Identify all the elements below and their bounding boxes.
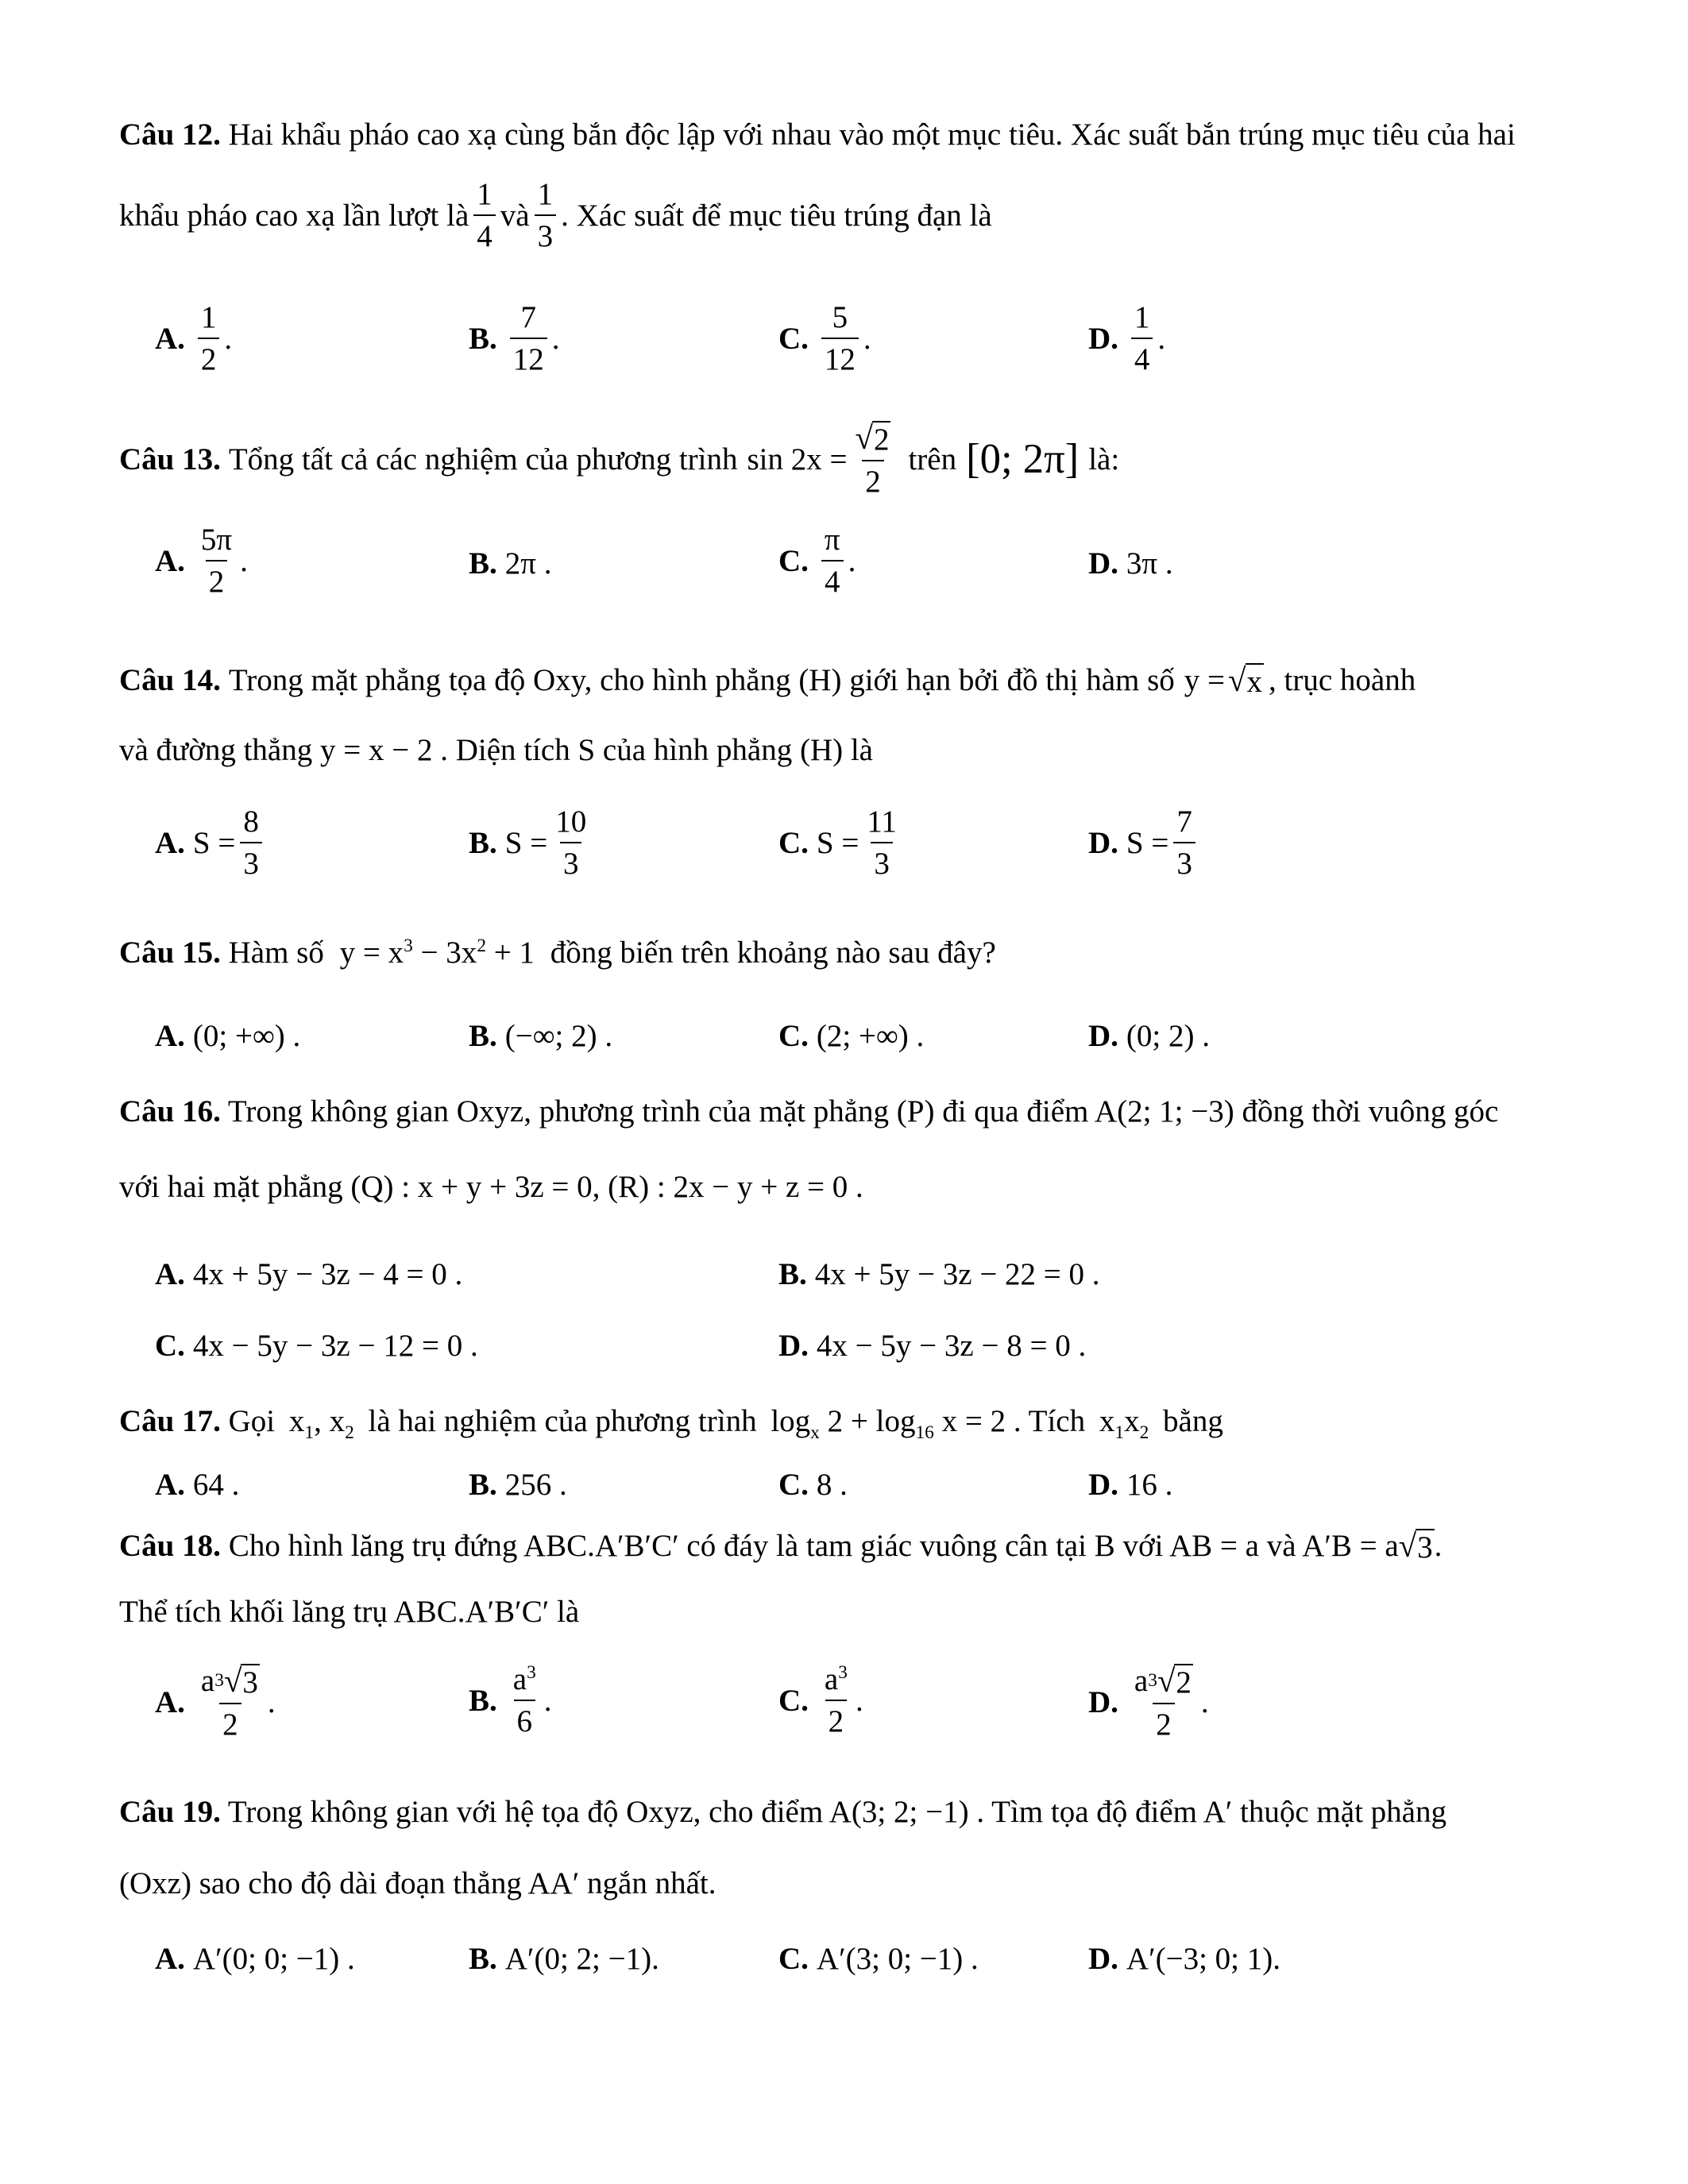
base: a xyxy=(512,1662,527,1696)
question-17-option-a[interactable] xyxy=(155,1469,239,1500)
question-13-text-c: là: xyxy=(1088,442,1120,477)
fraction-numerator xyxy=(198,1664,263,1703)
exponent: 3 xyxy=(838,1662,848,1683)
question-18-text-b: . xyxy=(1434,1529,1443,1563)
question-13-option-a[interactable] xyxy=(155,524,248,597)
option-text: 8 . xyxy=(816,1468,848,1502)
option-text: 4x + 5y − 3z − 4 = 0 . xyxy=(192,1257,463,1291)
option-suffix: . xyxy=(543,1683,552,1718)
radical-sign-icon: √ xyxy=(1228,662,1246,699)
question-15-option-a[interactable] xyxy=(155,1021,300,1051)
question-17-text-a: Gọi xyxy=(228,1404,276,1438)
question-14-option-b[interactable] xyxy=(469,806,594,879)
option-text: 4x − 5y − 3z − 12 = 0 . xyxy=(192,1329,478,1363)
exponent: 3 xyxy=(1148,1669,1157,1691)
question-19-line-1 xyxy=(119,1796,1447,1827)
question-13-option-b[interactable] xyxy=(469,548,551,579)
option-letter: B. xyxy=(469,1683,497,1718)
option-letter: B. xyxy=(469,1468,497,1502)
question-14-line-1 xyxy=(119,663,1416,697)
question-13-text-b: trên xyxy=(908,442,957,477)
question-13-equation-left: sin 2x = xyxy=(747,442,848,477)
subscript: 2 xyxy=(345,1422,354,1443)
question-15-text-a: Hàm số xyxy=(228,936,324,970)
option-text: (0; +∞) . xyxy=(192,1019,301,1053)
question-13-interval: [0; 2π] xyxy=(966,435,1080,482)
fraction-numerator: 5 xyxy=(832,300,848,334)
question-16-line-2 xyxy=(119,1171,863,1202)
question-16-text-1: Trong không gian Oxyz, phương trình của mặt phẳng (P) đi qua điểm A(2; 1; −3) đồng thời vuông góc xyxy=(227,1094,1499,1129)
log-function: log xyxy=(771,1404,811,1438)
question-17-text-c: bằng xyxy=(1163,1404,1223,1438)
question-18-line-1 xyxy=(119,1529,1442,1563)
option-letter: C. xyxy=(778,1683,809,1718)
log-argument: 2 + log xyxy=(819,1404,916,1438)
question-18-label: Câu 18. xyxy=(119,1529,221,1563)
option-text: 4x + 5y − 3z − 22 = 0 . xyxy=(814,1257,1100,1291)
option-text: 64 . xyxy=(192,1468,240,1502)
option-text: 4x − 5y − 3z − 8 = 0 . xyxy=(816,1329,1087,1363)
subscript: 1 xyxy=(304,1422,315,1443)
option-fraction xyxy=(863,806,900,879)
question-12-text-2c: . Xác suất để mục tiêu trúng đạn là xyxy=(561,198,992,233)
question-17-line-1 xyxy=(119,1406,1223,1442)
fraction-denominator: 2 xyxy=(219,1703,241,1740)
question-18-line-2 xyxy=(119,1596,579,1627)
function-part: + 1 xyxy=(486,936,535,970)
option-letter: C. xyxy=(778,1019,809,1053)
question-16-option-c[interactable] xyxy=(155,1330,478,1361)
fraction-denominator: 2 xyxy=(206,560,228,597)
question-15-function xyxy=(340,936,535,970)
option-suffix: . xyxy=(1200,1684,1209,1719)
log-base: x xyxy=(810,1422,820,1443)
option-letter: C. xyxy=(778,1468,809,1502)
question-15-option-c[interactable] xyxy=(778,1021,924,1051)
option-letter: D. xyxy=(1088,1019,1118,1053)
option-letter: D. xyxy=(1088,825,1118,860)
fraction-denominator: 4 xyxy=(473,214,496,252)
option-text: A′(3; 0; −1) . xyxy=(816,1942,979,1976)
option-letter: A. xyxy=(155,1257,185,1291)
question-12-line-1 xyxy=(119,119,1516,150)
base: a xyxy=(824,1662,839,1696)
question-19-text-2: (Oxz) sao cho độ dài đoạn thẳng AA′ ngắn nhất. xyxy=(119,1866,717,1900)
question-17-label: Câu 17. xyxy=(119,1404,221,1438)
question-14-text-a: Trong mặt phẳng tọa độ Oxy, cho hình phẳng (H) giới hạn bởi đồ thị hàm số xyxy=(228,663,1175,697)
option-suffix: . xyxy=(1157,321,1166,356)
question-12-option-d[interactable] xyxy=(1088,302,1165,375)
option-fraction xyxy=(821,1664,851,1737)
question-16-option-a[interactable] xyxy=(155,1259,462,1290)
question-12-label: Câu 12. xyxy=(119,118,221,152)
option-prefix: S = xyxy=(816,825,859,860)
subscript: 2 xyxy=(1139,1422,1149,1443)
fraction-one-quarter xyxy=(473,179,496,252)
radicand: x xyxy=(1246,665,1262,699)
question-18-text-c: Thể tích khối lăng trụ ABC.A′B′C′ là xyxy=(119,1595,580,1629)
option-fraction xyxy=(198,1664,263,1740)
option-suffix: . xyxy=(224,321,233,356)
question-19-option-d[interactable] xyxy=(1088,1943,1280,1974)
option-fraction xyxy=(1173,806,1196,879)
question-16-option-d[interactable] xyxy=(778,1330,1086,1361)
fraction-one-third xyxy=(535,179,557,252)
exponent: 2 xyxy=(477,936,487,956)
option-text: (2; +∞) . xyxy=(816,1019,925,1053)
radicand: 3 xyxy=(242,1665,258,1700)
question-17-equation xyxy=(771,1404,1086,1443)
question-15-text-b: đồng biến trên khoảng nào sau đây? xyxy=(550,936,996,970)
fraction-denominator: 12 xyxy=(510,338,547,375)
fraction-denominator: 3 xyxy=(535,214,557,252)
option-text: (0; 2) . xyxy=(1126,1019,1210,1053)
fraction-denominator: 6 xyxy=(514,1700,536,1737)
question-12-line-2 xyxy=(119,179,992,252)
fraction-denominator: 3 xyxy=(240,842,262,879)
fraction-denominator: 3 xyxy=(871,842,893,879)
question-17-roots xyxy=(288,1404,354,1443)
fraction-denominator: 4 xyxy=(821,560,844,597)
option-suffix: . xyxy=(267,1684,276,1719)
radicand: 2 xyxy=(873,423,890,457)
fraction-numerator: π xyxy=(824,523,840,557)
fraction-denominator: 2 xyxy=(825,1700,848,1737)
fraction-numerator: 1 xyxy=(477,177,492,211)
option-letter: B. xyxy=(469,825,497,860)
fraction-denominator: 3 xyxy=(1173,842,1196,879)
sqrt-expression xyxy=(852,421,894,460)
option-fraction xyxy=(198,524,235,597)
question-14-line-2 xyxy=(119,735,873,766)
option-letter: C. xyxy=(778,543,809,578)
question-15-option-d[interactable] xyxy=(1088,1021,1210,1051)
question-16-label: Câu 16. xyxy=(119,1094,221,1129)
base: a xyxy=(200,1664,215,1698)
question-16-option-b[interactable] xyxy=(778,1259,1100,1290)
fraction-denominator: 4 xyxy=(1131,338,1153,375)
option-text: (−∞; 2) . xyxy=(504,1019,613,1053)
question-17-option-d[interactable] xyxy=(1088,1469,1172,1500)
option-letter: D. xyxy=(1088,546,1118,581)
fraction-numerator: 5π xyxy=(200,523,233,557)
option-prefix: S = xyxy=(1126,825,1169,860)
option-text: 3π . xyxy=(1126,546,1173,581)
variable: , x xyxy=(314,1404,346,1438)
option-text: A′(0; 0; −1) . xyxy=(192,1942,355,1976)
question-15-line-1 xyxy=(119,937,996,968)
radicand: 2 xyxy=(1176,1665,1192,1700)
question-18-option-a[interactable] xyxy=(155,1664,276,1740)
question-12-text-1: Hai khẩu pháo cao xạ cùng bắn độc lập với nhau vào một mục tiêu. Xác suất bắn trúng mục tiêu của hai xyxy=(228,118,1516,152)
option-letter: A. xyxy=(155,1684,185,1719)
question-13-text-a: Tổng tất cả các nghiệm của phương trình xyxy=(228,442,738,477)
question-17-product xyxy=(1099,1404,1149,1443)
question-14-label: Câu 14. xyxy=(119,663,221,697)
fraction-numerator xyxy=(821,1664,851,1700)
base: a xyxy=(1134,1664,1149,1698)
option-suffix: . xyxy=(848,543,856,578)
question-13-option-c[interactable] xyxy=(778,524,856,597)
fraction-numerator: 10 xyxy=(555,805,587,839)
option-fraction xyxy=(1131,1664,1196,1740)
question-19-text-1: Trong không gian với hệ tọa độ Oxyz, cho điểm A(3; 2; −1) . Tìm tọa độ điểm A′ thuộc mặt phẳng xyxy=(227,1795,1447,1829)
question-16-text-2: với hai mặt phẳng (Q) : x + y + 3z = 0, (R) : 2x − y + z = 0 . xyxy=(119,1170,863,1204)
option-letter: C. xyxy=(778,825,809,860)
radical-sign-icon: √ xyxy=(223,1663,242,1700)
option-letter: A. xyxy=(155,1019,185,1053)
option-fraction xyxy=(821,524,844,597)
question-17-option-c[interactable] xyxy=(778,1469,848,1500)
sqrt-expression xyxy=(224,1664,260,1698)
option-fraction xyxy=(198,302,220,375)
sqrt-expression xyxy=(1157,1664,1193,1698)
question-12-text-2a: khẩu pháo cao xạ lần lượt là xyxy=(119,198,469,233)
exponent: 3 xyxy=(214,1669,224,1691)
question-15-label: Câu 15. xyxy=(119,936,221,970)
option-text: 256 . xyxy=(504,1468,567,1502)
question-19-line-2 xyxy=(119,1868,717,1899)
log-base: 16 xyxy=(915,1422,934,1443)
option-fraction xyxy=(240,806,262,879)
option-letter: D. xyxy=(1088,1684,1118,1719)
radicand: 3 xyxy=(1417,1530,1433,1565)
question-19-label: Câu 19. xyxy=(119,1795,221,1829)
question-13-option-d[interactable] xyxy=(1088,548,1173,579)
variable: x xyxy=(1124,1404,1140,1438)
radical-sign-icon: √ xyxy=(1157,1663,1176,1700)
fraction-numerator: 1 xyxy=(200,300,217,334)
question-14-option-c[interactable] xyxy=(778,806,905,879)
option-letter: B. xyxy=(469,1019,497,1053)
question-16-line-1 xyxy=(119,1096,1498,1127)
option-fraction xyxy=(510,1664,539,1737)
variable: x xyxy=(288,1404,305,1438)
question-17-option-b[interactable] xyxy=(469,1469,567,1500)
question-14-text-b: , trục hoành xyxy=(1269,663,1416,697)
fraction-numerator: 8 xyxy=(243,805,259,839)
exponent: 3 xyxy=(404,936,413,956)
option-letter: C. xyxy=(778,321,809,356)
radical-sign-icon: √ xyxy=(1398,1528,1417,1565)
variable: x xyxy=(1099,1404,1115,1438)
fraction-denominator: 2 xyxy=(198,338,220,375)
question-18-option-c[interactable] xyxy=(778,1664,863,1737)
question-12-option-c[interactable] xyxy=(778,302,871,375)
question-19-option-b[interactable] xyxy=(469,1943,659,1974)
radical-sign-icon: √ xyxy=(855,420,873,457)
fraction-denominator: 12 xyxy=(821,338,859,375)
fraction-denominator: 2 xyxy=(1153,1703,1175,1740)
question-12-text-2b: và xyxy=(500,198,530,233)
option-letter: A. xyxy=(155,1468,185,1502)
option-letter: D. xyxy=(778,1329,809,1363)
question-14-option-d[interactable] xyxy=(1088,806,1200,879)
question-19-option-c[interactable] xyxy=(778,1943,979,1974)
option-letter: C. xyxy=(155,1329,185,1363)
function-part: − 3x xyxy=(412,936,477,970)
question-13-label: Câu 13. xyxy=(119,442,221,477)
option-text: 16 . xyxy=(1126,1468,1173,1502)
option-text: 2π . xyxy=(504,546,552,581)
option-fraction xyxy=(510,302,547,375)
option-letter: B. xyxy=(778,1257,807,1291)
option-fraction xyxy=(1131,302,1153,375)
fraction-sqrt2-over-2 xyxy=(852,421,894,497)
function-part: y = x xyxy=(339,936,404,970)
option-text: A′(−3; 0; 1). xyxy=(1126,1942,1281,1976)
fraction-numerator: 7 xyxy=(520,300,537,334)
question-14-text-c: và đường thẳng y = x − 2 . Diện tích S của hình phẳng (H) là xyxy=(119,733,873,767)
question-12-option-b[interactable] xyxy=(469,302,560,375)
option-letter: A. xyxy=(155,321,185,356)
fraction-denominator: 3 xyxy=(560,842,582,879)
option-letter: D. xyxy=(1088,1468,1118,1502)
question-13-line-1 xyxy=(119,421,1119,497)
question-18-option-b[interactable] xyxy=(469,1664,552,1737)
fraction-numerator: 11 xyxy=(867,805,897,839)
option-letter: D. xyxy=(1088,1942,1118,1976)
fraction-numerator: 1 xyxy=(1134,300,1150,334)
option-letter: B. xyxy=(469,321,497,356)
option-fraction xyxy=(552,806,589,879)
option-letter: A. xyxy=(155,825,185,860)
option-letter: A. xyxy=(155,1942,185,1976)
question-14-equation: y = xyxy=(1184,663,1226,697)
subscript: 1 xyxy=(1114,1422,1125,1443)
option-suffix: . xyxy=(551,321,560,356)
option-letter: A. xyxy=(155,543,185,578)
sqrt-3-expression xyxy=(1399,1529,1435,1563)
option-letter: B. xyxy=(469,1942,497,1976)
fraction-denominator: 2 xyxy=(862,460,884,497)
log-argument: x = 2 . Tích xyxy=(933,1404,1086,1438)
option-letter: C. xyxy=(778,1942,809,1976)
sqrt-x-expression xyxy=(1228,663,1264,697)
question-12-option-a[interactable] xyxy=(155,302,232,375)
option-suffix: . xyxy=(863,321,871,356)
fraction-numerator: 7 xyxy=(1176,805,1192,839)
question-18-text-a: Cho hình lăng trụ đứng ABC.A′B′C′ có đáy là tam giác vuông cân tại B với AB = a và A′B = a xyxy=(228,1529,1399,1563)
exponent: 3 xyxy=(527,1662,536,1683)
option-letter: D. xyxy=(1088,321,1118,356)
option-suffix: . xyxy=(240,543,248,578)
question-15-option-b[interactable] xyxy=(469,1021,612,1051)
option-text: A′(0; 2; −1). xyxy=(504,1942,659,1976)
fraction-numerator: 1 xyxy=(537,177,554,211)
fraction-numerator xyxy=(1131,1664,1196,1703)
option-prefix: S = xyxy=(504,825,548,860)
fraction-numerator xyxy=(510,1664,539,1700)
option-suffix: . xyxy=(855,1683,863,1718)
option-letter: B. xyxy=(469,546,497,581)
question-17-text-b: là hai nghiệm của phương trình xyxy=(368,1404,757,1438)
option-prefix: S = xyxy=(192,825,236,860)
question-19-option-a[interactable] xyxy=(155,1943,355,1974)
question-18-option-d[interactable] xyxy=(1088,1664,1209,1740)
question-14-option-a[interactable] xyxy=(155,806,267,879)
option-fraction xyxy=(821,302,859,375)
